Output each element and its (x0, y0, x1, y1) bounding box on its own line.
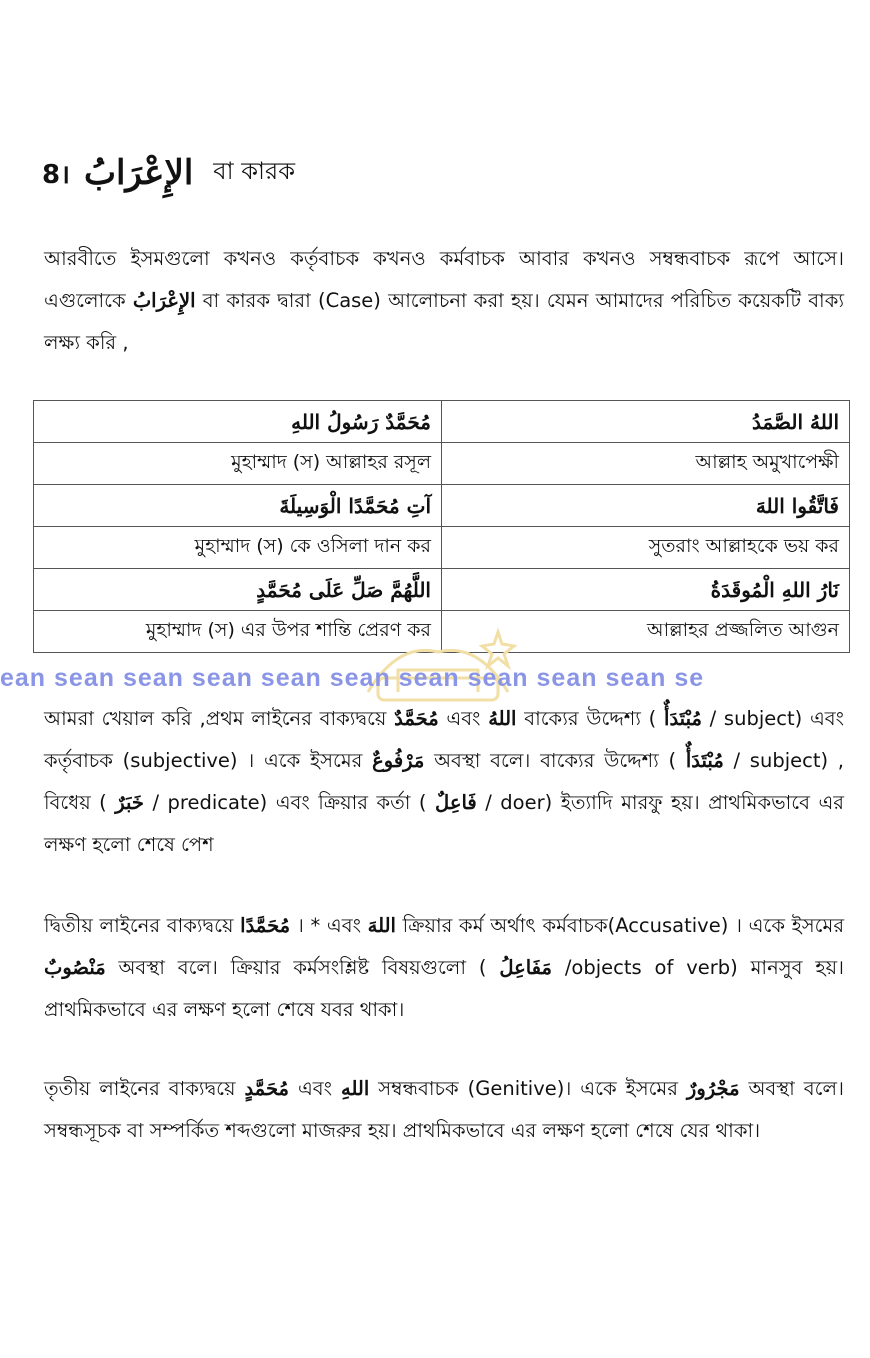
section-number: 8। (42, 160, 70, 190)
second-line-explanation (44, 905, 844, 1031)
intro-text-2: বা কারক দ্বারা (Case) আলোচনা করা হয়। যেমন আমাদের পরিচিত কয়েকটি বাক্য লক্ষ্য করি , (44, 289, 845, 354)
p2-text-6: / subject) , বিধেয় ( (44, 749, 845, 814)
p2-arabic-6: خَبَرٌ (115, 791, 144, 814)
p4-arabic-1: مُحَمَّدٍ (244, 1077, 289, 1100)
p2-text-8: / doer) ইত্যাদি মারফু হয়। প্রাথমিকভাবে এর লক্ষণ হলো শেষে পেশ (44, 791, 845, 856)
table-row (34, 569, 850, 611)
examples-table-body (34, 401, 850, 653)
table-cell-left: মুহাম্মাদ (স) কে ওসিলা দান কর (34, 527, 442, 569)
p4-text-4: অবস্থা বলে। সম্বন্ধসূচক বা সম্পর্কিত শব্দগুলো মাজরুর হয়। প্রাথমিকভাবে এর লক্ষণ হলো শেষে যের থাকা। (44, 1077, 844, 1142)
p2-text-7: / predicate) এবং ক্রিয়ার কর্তা ( (152, 791, 427, 814)
table-row (34, 401, 850, 443)
p2-text-3: বাক্যের উদ্দেশ্য ( (524, 707, 657, 730)
p3-text-2: । * এবং (296, 914, 361, 937)
table-cell-left: মুহাম্মাদ (স) আল্লাহর রসূল (34, 443, 442, 485)
table-cell-left: মুহাম্মাদ (স) এর উপর শান্তি প্রেরণ কর (34, 611, 442, 653)
table-row (34, 527, 850, 569)
table-cell-left: آتِ مُحَمَّدًا الْوَسِيلَةَ (34, 485, 442, 527)
table-row (34, 443, 850, 485)
watermark-text: ean sean sean sean sean sean sean sean sean sean se (0, 664, 705, 692)
p2-arabic-7: فَاعِلٌ (435, 791, 477, 814)
table-cell-left: اللَّهُمَّ صَلِّ عَلَى مُحَمَّدٍ (34, 569, 442, 611)
table-cell-right: اللهُ الصَّمَدُ (442, 401, 850, 443)
p3-text-1: দ্বিতীয় লাইনের বাক্যদ্বয়ে (44, 914, 234, 937)
p2-arabic-1: مُحَمَّدٌ (394, 707, 439, 730)
p4-arabic-3: مَجْرُورٌ (686, 1077, 740, 1100)
p2-text-1: আমরা খেয়াল করি ,প্রথম লাইনের বাক্যদ্বয়ে (44, 707, 387, 730)
p2-text-2: এবং (446, 707, 481, 730)
p3-arabic-4: مَفَاعِلُ (499, 956, 552, 979)
p4-arabic-2: اللهِ (340, 1077, 370, 1100)
p2-arabic-4: مَرْفُوعٌ (372, 749, 425, 772)
intro-text-1: আরবীতে ইসমগুলো কখনও কর্তৃবাচক কখনও কর্মবাচক আবার কখনও সম্বন্ধবাচক রূপে আসে। এগুলোকে (44, 247, 844, 312)
p2-text-5: অবস্থা বলে। বাক্যের উদ্দেশ্য ( (434, 749, 677, 772)
table-cell-right: نَارُ اللهِ الْمُوقَدَةُ (442, 569, 850, 611)
table-row (34, 485, 850, 527)
p2-arabic-5: مُبْتَدَأٌ (685, 749, 724, 772)
p3-text-3: ক্রিয়ার কর্ম অর্থাৎ কর্মবাচক(Accusative) । একে ইসমের (402, 914, 845, 937)
p4-text-2: এবং (297, 1077, 333, 1100)
first-line-explanation (44, 698, 844, 866)
intro-paragraph (44, 238, 844, 364)
p3-text-4: অবস্থা বলে। ক্রিয়ার কর্মসংশ্লিষ্ট বিষয়গুলো ( (118, 956, 487, 979)
p3-arabic-3: مَنْصُوبٌ (44, 956, 106, 979)
table-cell-right: আল্লাহ অমুখাপেক্ষী (442, 443, 850, 485)
p4-text-1: তৃতীয় লাইনের বাক্যদ্বয়ে (44, 1077, 236, 1100)
table-cell-right: সুতরাং আল্লাহকে ভয় কর (442, 527, 850, 569)
p2-arabic-2: اللهُ (488, 707, 517, 730)
p3-text-5: /objects of verb) মানসুব হয়। প্রাথমিকভাবে এর লক্ষণ হলো শেষে যবর থাকা। (44, 956, 845, 1021)
p3-arabic-2: اللهَ (367, 914, 396, 937)
third-line-explanation (44, 1068, 844, 1152)
table-cell-right: فَاتَّقُوا اللهَ (442, 485, 850, 527)
p2-text-4: / subject) এবং কর্তৃবাচক (subjective) । একে ইসমের (44, 707, 845, 772)
p4-text-3: সম্বন্ধবাচক (Genitive)। একে ইসমের (378, 1077, 678, 1100)
p3-arabic-1: مُحَمَّدًا (240, 914, 291, 937)
examples-table (33, 400, 850, 653)
section-heading (42, 148, 295, 198)
section-title-arabic: الإِعْرَابُ (83, 153, 194, 193)
table-cell-left: مُحَمَّدٌ رَسُولُ اللهِ (34, 401, 442, 443)
table-cell-right: আল্লাহর প্রজ্জলিত আগুন (442, 611, 850, 653)
intro-arabic-term: الإِعْرَابُ (132, 289, 196, 312)
p2-arabic-3: مُبْتَدَأٌ (664, 707, 702, 730)
section-title-bengali: বা কারক (213, 157, 295, 185)
